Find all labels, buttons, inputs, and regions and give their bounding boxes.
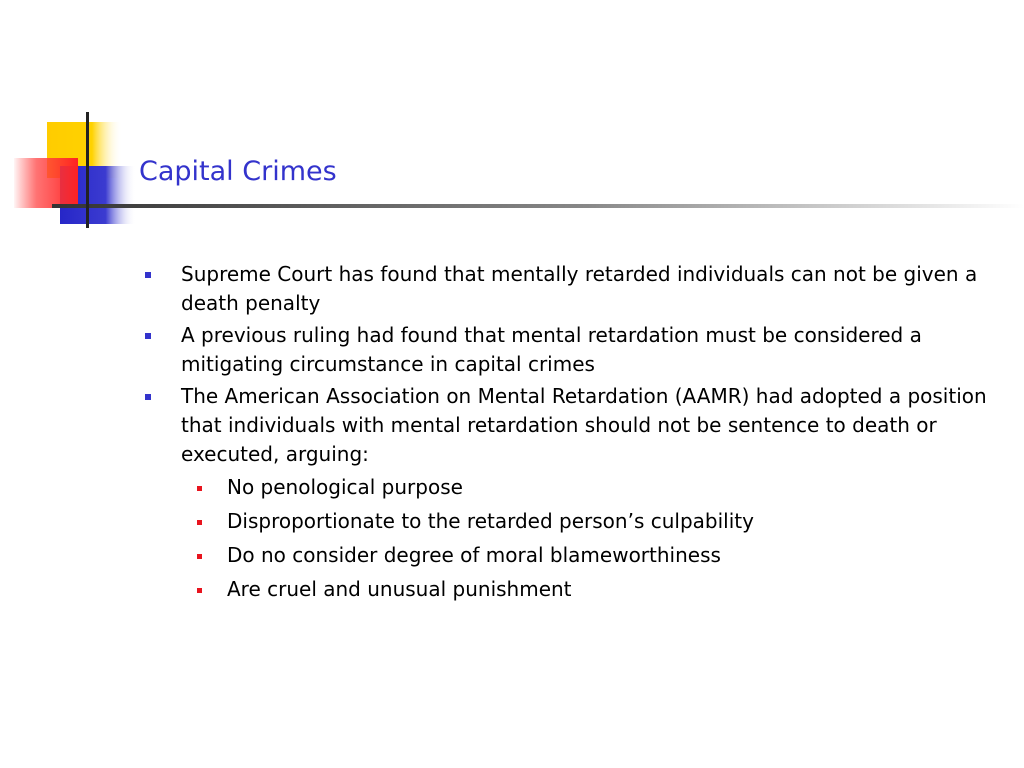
red-square-bullet-icon <box>197 486 202 491</box>
red-square-bullet-icon <box>197 520 202 525</box>
blue-square-decoration <box>60 166 136 224</box>
slide-body <box>145 260 1015 609</box>
square-bullet-icon <box>145 394 151 400</box>
bullet-item <box>145 382 1015 469</box>
sub-bullet-list <box>145 473 1015 604</box>
sub-bullet-item <box>145 473 1015 502</box>
bullet-text: A previous ruling had found that mental retardation must be considered a mitigating circumstance in capital crimes <box>181 323 922 376</box>
bullet-text: Supreme Court has found that mentally retarded individuals can not be given a death penalty <box>181 262 978 315</box>
sub-bullet-item <box>145 575 1015 604</box>
sub-bullet-text: Are cruel and unusual punishment <box>227 577 572 601</box>
square-bullet-icon <box>145 272 151 278</box>
bullet-item <box>145 321 1015 379</box>
title-underline-rule <box>52 204 1024 208</box>
sub-bullet-text: Do no consider degree of moral blameworthiness <box>227 543 721 567</box>
sub-bullet-text: No penological purpose <box>227 475 463 499</box>
sub-bullet-text: Disproportionate to the retarded person’s culpability <box>227 509 754 533</box>
bullet-text: The American Association on Mental Retardation (AAMR) had adopted a position that individuals with mental retardation should not be sentence to death or executed, arguing: <box>181 384 987 466</box>
square-bullet-icon <box>145 333 151 339</box>
sub-bullet-item <box>145 507 1015 536</box>
red-square-bullet-icon <box>197 588 202 593</box>
red-square-decoration <box>14 158 78 208</box>
slide-title: Capital Crimes <box>139 156 337 187</box>
yellow-square-decoration <box>47 122 122 178</box>
red-square-bullet-icon <box>197 554 202 559</box>
bullet-item <box>145 260 1015 318</box>
sub-bullet-item <box>145 541 1015 570</box>
vertical-rule-decoration <box>86 112 89 228</box>
